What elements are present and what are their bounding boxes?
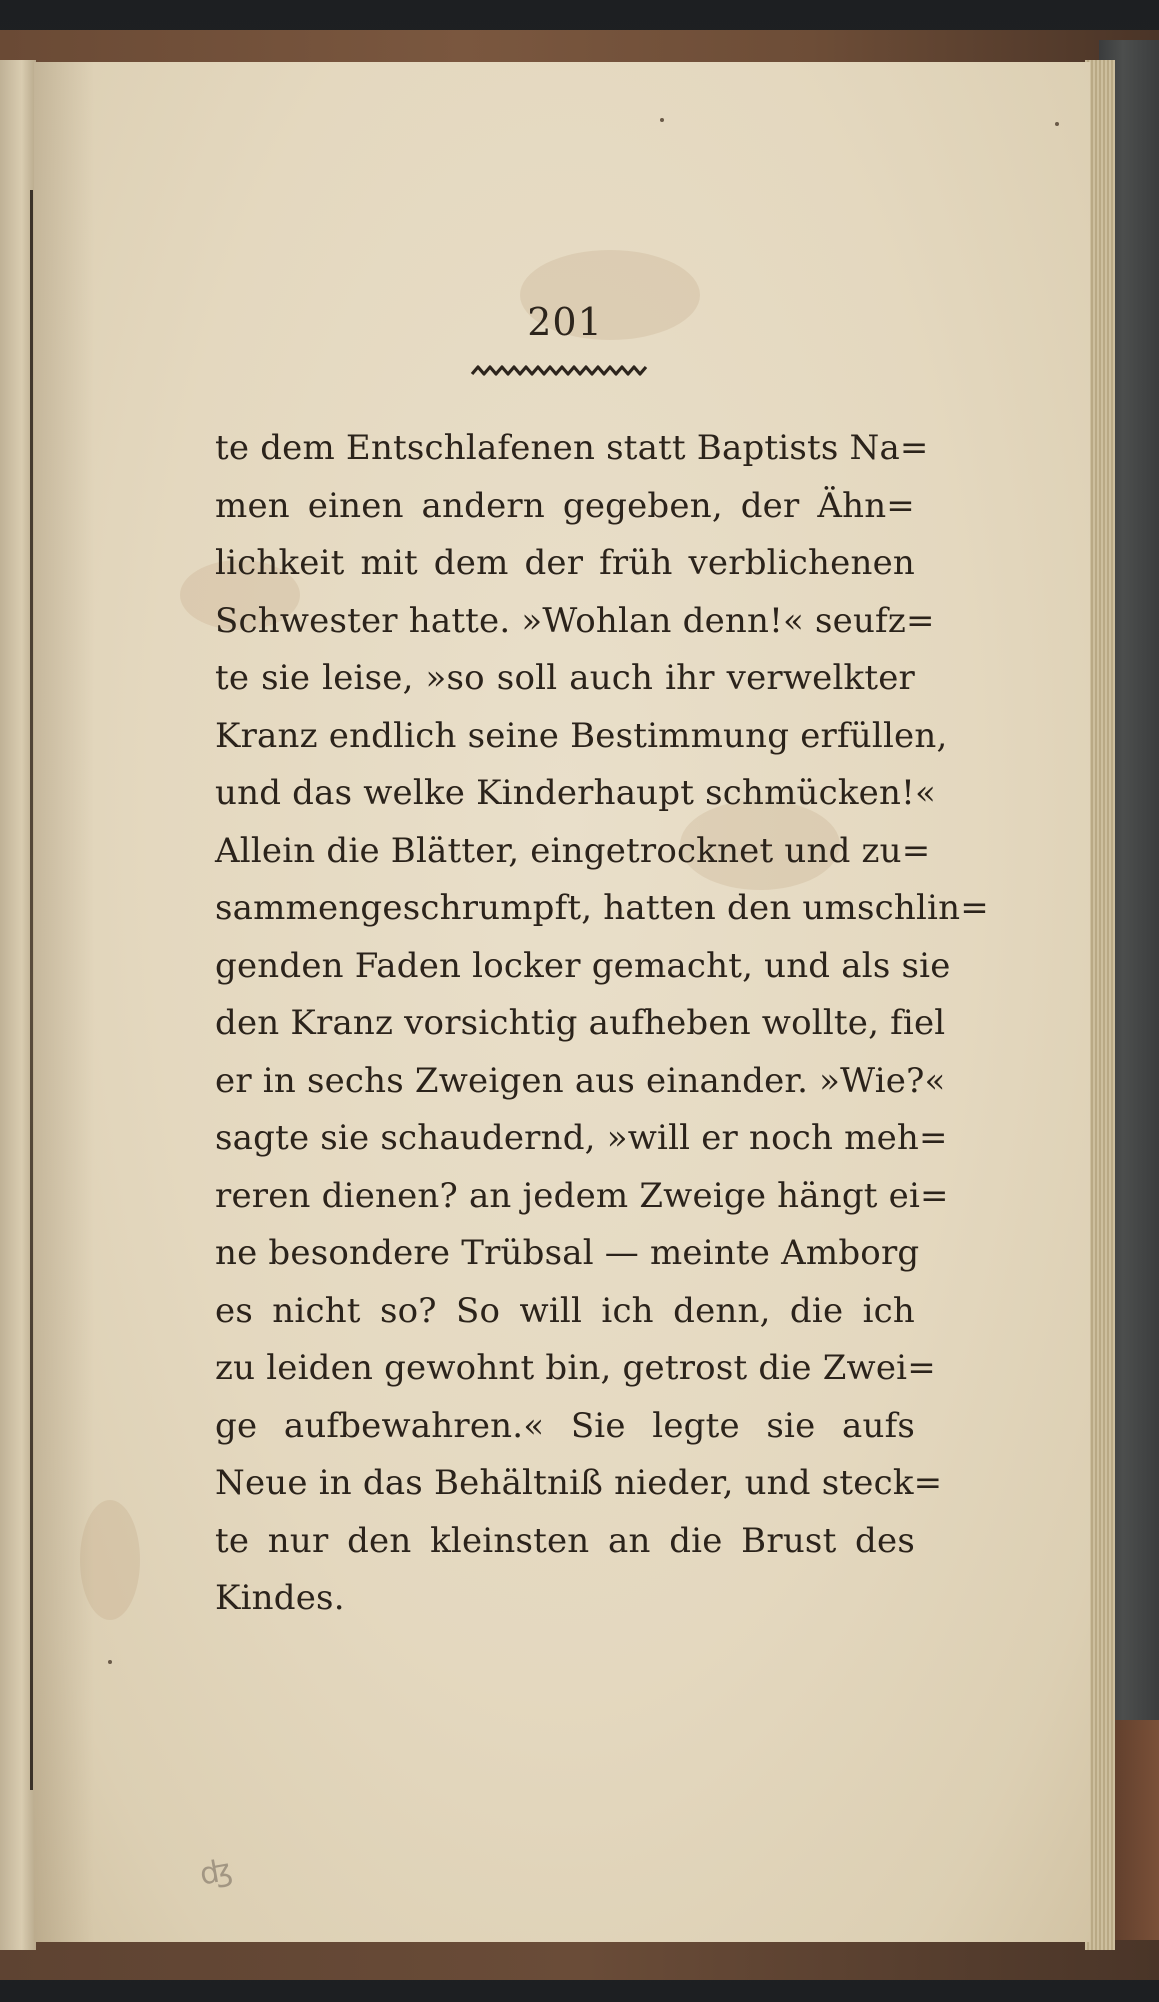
text-line: er in sechs Zweigen aus einander. »Wie?« <box>215 1060 946 1101</box>
page-number: 201 <box>527 300 603 344</box>
text-line: te dem Entschlafenen statt Baptists Na= <box>215 428 929 468</box>
paper-stain <box>80 1500 140 1620</box>
book-cover-bottom-edge <box>0 1940 1159 1980</box>
text-line: und das welke Kinderhaupt schmücken!« <box>215 773 936 813</box>
text-line: Allein die Blätter, eingetrocknet und zu= <box>215 830 931 871</box>
pencil-mark: ʤ <box>197 1852 235 1893</box>
text-line: ne besondere Trübsal — meinte Amborg <box>215 1233 920 1273</box>
paper-speck <box>1055 122 1059 126</box>
text-line: lichkeit mit dem der früh verblichenen <box>215 543 915 583</box>
text-line: Kranz endlich seine Bestimmung erfüllen, <box>215 715 948 756</box>
body-text <box>215 420 989 1628</box>
text-line: zu leiden gewohnt bin, getrost die Zwei= <box>215 1348 936 1388</box>
text-line: es nicht so? So will ich denn, die ich <box>215 1290 915 1331</box>
text-line: sagte sie schaudernd, »will er noch meh= <box>215 1118 948 1158</box>
text-line: sammengeschrumpft, hatten den umschlin= <box>215 888 989 928</box>
text-line: Neue in das Behältniß nieder, und steck= <box>215 1463 943 1503</box>
gutter-shadow <box>34 62 94 1942</box>
text-line: genden Faden locker gemacht, und als sie <box>215 945 951 986</box>
text-line: den Kranz vorsichtig aufheben wollte, fiel <box>215 1003 946 1043</box>
paper-speck <box>108 1660 112 1664</box>
text-line: te sie leise, »so soll auch ihr verwelkter <box>215 658 915 698</box>
text-line: ge aufbewahren.« Sie legte sie aufs <box>215 1405 915 1446</box>
text-line: Schwester hatte. »Wohlan denn!« seufz= <box>215 600 935 641</box>
text-line: men einen andern gegeben, der Ähn= <box>215 485 915 526</box>
text-line: Kindes. <box>215 1578 345 1618</box>
paper-speck <box>660 118 664 122</box>
wavy-rule-ornament-icon <box>470 362 650 380</box>
gutter-line <box>30 190 33 1790</box>
text-line: te nur den kleinsten an die Brust des <box>215 1520 915 1561</box>
text-line: reren dienen? an jedem Zweige hängt ei= <box>215 1175 949 1216</box>
